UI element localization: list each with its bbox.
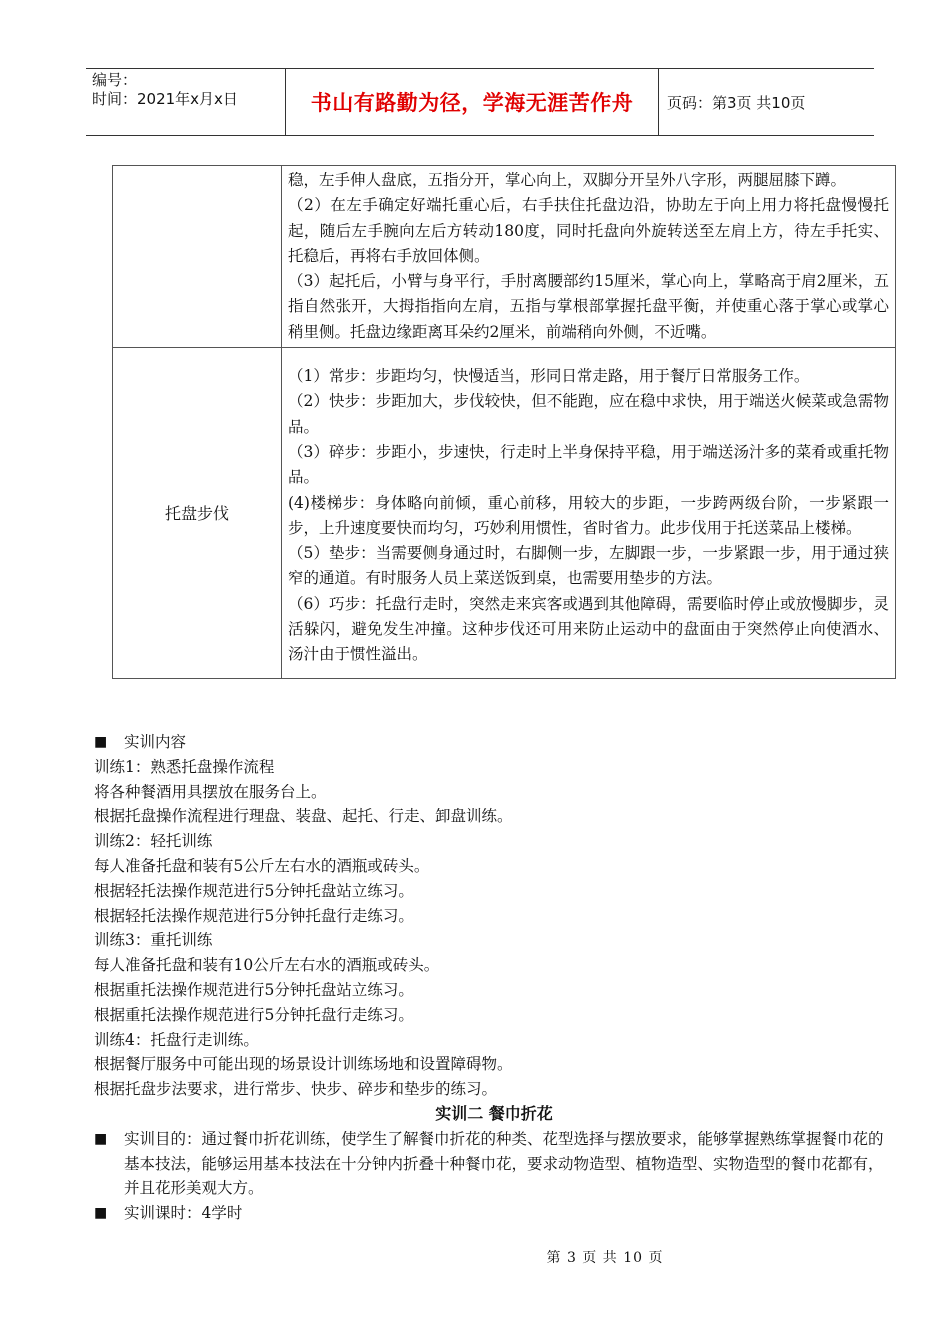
page-footer bbox=[0, 1247, 950, 1267]
paragraph: （6）巧步：托盘行走时，突然走来宾客或遇到其他障碍，需要临时停止或放慢脚步，灵活躲闪，避免发生冲撞。这种步伐还可用来防止运动中的盘面由于突然停止向使酒水、汤汁由于惯性溢出。 bbox=[288, 594, 889, 664]
row-label: 托盘步伐 bbox=[113, 348, 282, 679]
body-line: 根据轻托法操作规范进行5分钟托盘站立练习。 bbox=[94, 881, 414, 900]
row-content bbox=[282, 348, 896, 679]
bullet-item bbox=[94, 730, 894, 755]
paragraph: （3）碎步：步距小，步速快，行走时上半身保持平稳，用于端送汤汁多的菜肴或重托物品。 bbox=[288, 442, 889, 487]
body-line: 将各种餐酒用具摆放在服务台上。 bbox=[94, 782, 327, 801]
body-line: 训练2：轻托训练 bbox=[94, 832, 213, 851]
objective-text: 实训目的：通过餐巾折花训练，使学生了解餐巾折花的种类、花型选择与摆放要求，能够掌握熟练掌握餐巾花的基本技法，能够运用基本技法在十分钟内折叠十种餐巾花，要求动物造型、植物造型、实物造型的餐巾花都有，并且花形美观大方。 bbox=[124, 1129, 884, 1198]
row-label bbox=[113, 166, 282, 348]
header-page-info: 页码：第3页 共10页 bbox=[667, 93, 806, 112]
table-row bbox=[113, 348, 896, 679]
section-title: 实训二 餐巾折花 bbox=[435, 1103, 553, 1123]
body-line: 根据餐厅服务中可能出现的场景设计训练场地和设置障碍物。 bbox=[94, 1055, 513, 1074]
body-line: 根据托盘操作流程进行理盘、装盘、起托、行走、卸盘训练。 bbox=[94, 807, 513, 826]
body-line: 根据托盘步法要求，进行常步、快步、碎步和垫步的练习。 bbox=[94, 1080, 498, 1099]
paragraph: （2）在左手确定好端托重心后，右手扶住托盘边沿，协助左于向上用力将托盘慢慢托起，随后左手腕向左后方转动180度，同时托盘向外旋转送至左肩上方，待左手托实、托稳后，再将右手放回体侧。 bbox=[288, 196, 889, 265]
body-line: 每人准备托盘和装有10公斤左右水的酒瓶或砖头。 bbox=[94, 956, 440, 975]
bullet-item bbox=[94, 1201, 894, 1226]
document-header bbox=[86, 68, 874, 136]
body-line: 根据轻托法操作规范进行5分钟托盘行走练习。 bbox=[94, 906, 414, 925]
number-label: 编号： bbox=[92, 71, 138, 89]
bullet-item bbox=[94, 1127, 894, 1201]
content-table bbox=[112, 165, 896, 679]
body-line: 训练4：托盘行走训练。 bbox=[94, 1030, 259, 1049]
row-content bbox=[282, 166, 896, 348]
paragraph: （3）起托后，小臂与身平行，手肘离腰部约15厘米，掌心向上，掌略高于肩2厘米，五指自然张开，大拇指指向左肩，五指与掌根部掌握托盘平衡，并使重心落于掌心或掌心稍里侧。托盘边缘距离耳朵约2厘米，前端稍向外侧，不近嘴。 bbox=[288, 272, 889, 341]
body-line: 训练1：熟悉托盘操作流程 bbox=[94, 757, 275, 776]
table-row bbox=[113, 166, 896, 348]
paragraph: （1）常步：步距均匀，快慢适当，形同日常走路，用于餐厅日常服务工作。 bbox=[288, 367, 810, 386]
time-label: 时间：2021年x月x日 bbox=[92, 90, 238, 108]
header-motto: 书山有路勤为径，学海无涯苦作舟 bbox=[285, 69, 659, 135]
header-meta bbox=[86, 69, 285, 135]
paragraph: 稳，左手伸人盘底，五指分开，掌心向上，双脚分开呈外八字形，两腿屈膝下蹲。 bbox=[288, 171, 847, 189]
hours-text: 实训课时：4学时 bbox=[124, 1204, 243, 1223]
body-line: 训练3：重托训练 bbox=[94, 931, 213, 950]
bullet-icon: ■ bbox=[94, 734, 108, 750]
footer-page-number: 第 3 页 共 10 页 bbox=[546, 1250, 664, 1266]
body-line: 根据重托法操作规范进行5分钟托盘行走练习。 bbox=[94, 1005, 414, 1024]
training-content-heading: 实训内容 bbox=[124, 733, 187, 751]
bullet-icon: ■ bbox=[94, 1205, 108, 1222]
paragraph: （5）垫步：当需要侧身通过时，右脚侧一步，左脚跟一步，一步紧跟一步，用于通过狭窄的通道。有时服务人员上菜送饭到桌，也需要用垫步的方法。 bbox=[288, 544, 889, 588]
document-body bbox=[94, 730, 894, 1226]
paragraph: (4)楼梯步：身体略向前倾，重心前移，用较大的步距，一步跨两级台阶，一步紧跟一步，上升速度要快而均匀，巧妙利用惯性，省时省力。此步伐用于托送菜品上楼梯。 bbox=[288, 493, 889, 537]
body-line: 根据重托法操作规范进行5分钟托盘站立练习。 bbox=[94, 980, 414, 999]
body-line: 每人准备托盘和装有5公斤左右水的酒瓶或砖头。 bbox=[94, 856, 430, 875]
bullet-icon: ■ bbox=[94, 1130, 108, 1147]
paragraph: （2）快步：步距加大，步伐较快，但不能跑，应在稳中求快，用于端送火候菜或急需物品。 bbox=[288, 392, 889, 436]
